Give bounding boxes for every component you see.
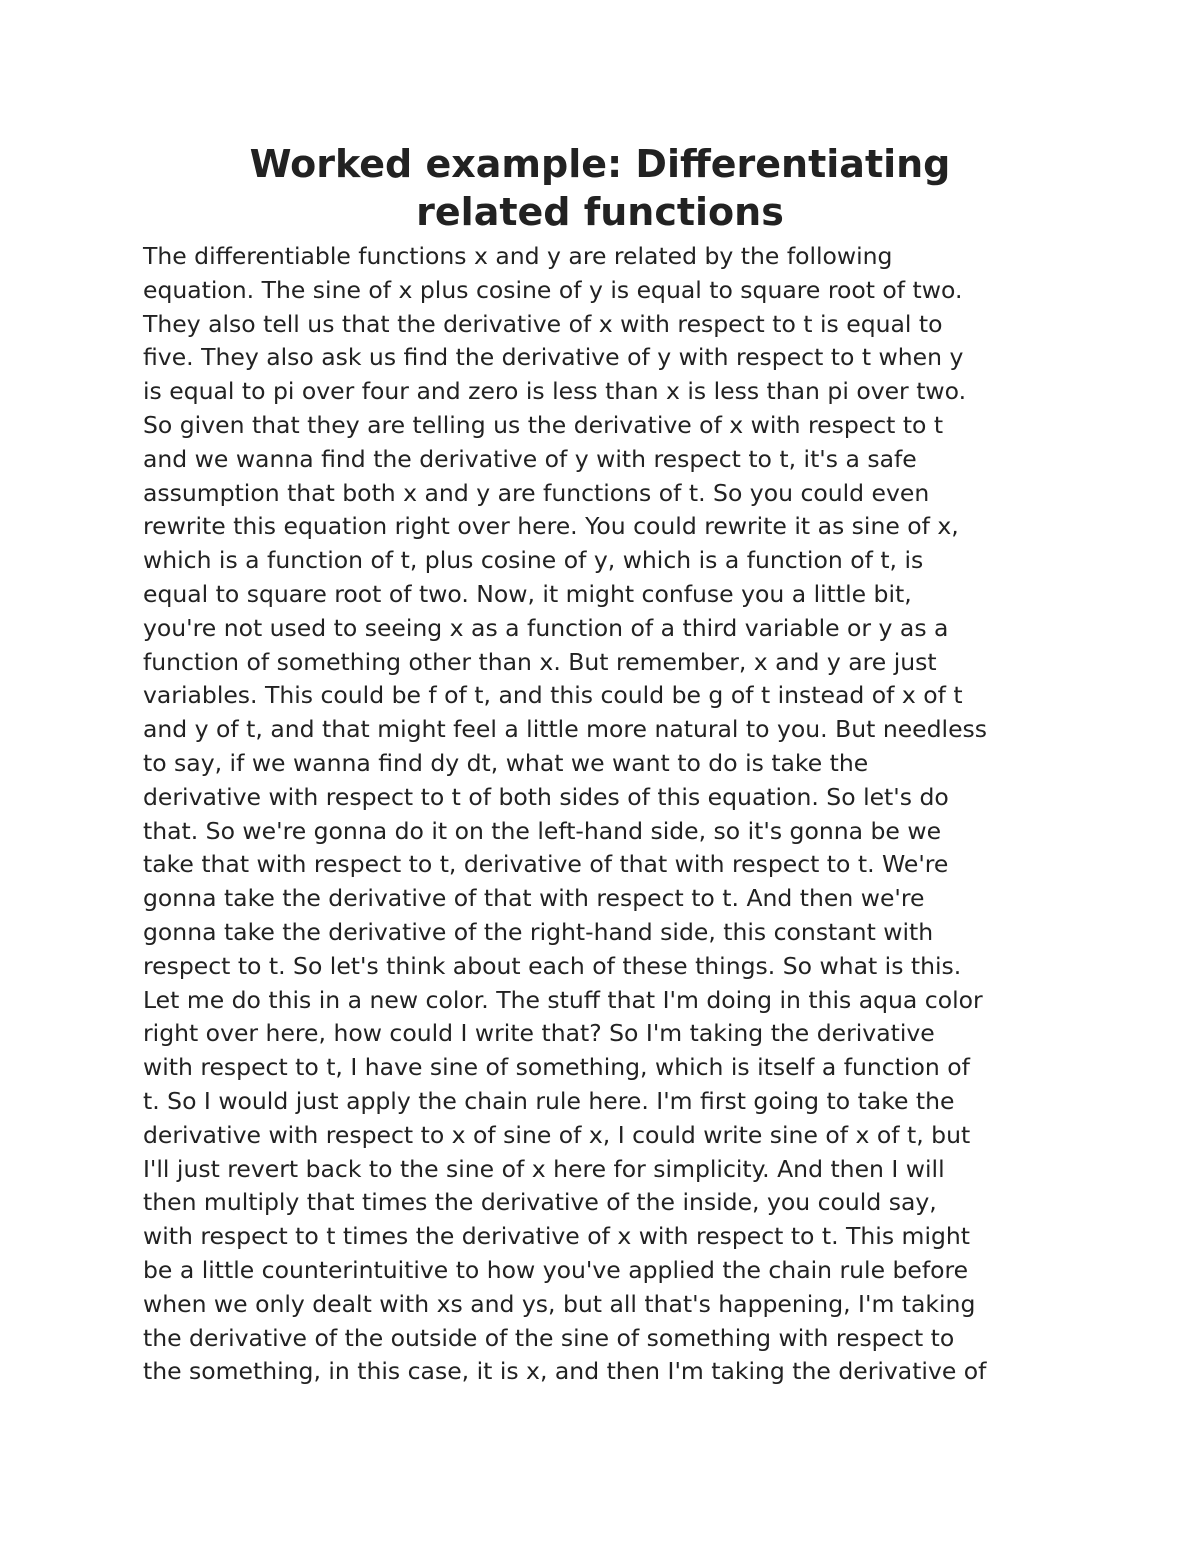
body-line: with respect to t, I have sine of something, which is itself a function of xyxy=(143,1053,970,1082)
body-line: gonna take the derivative of the right-hand side, this constant with xyxy=(143,917,934,946)
body-line: derivative with respect to t of both sides of this equation. So let's do xyxy=(143,782,949,811)
body-line: the something, in this case, it is x, and then I'm taking the derivative of xyxy=(143,1357,987,1386)
title-line: Worked example: Differentiating xyxy=(249,142,951,186)
body-line: then multiply that times the derivative of the inside, you could say, xyxy=(143,1188,937,1217)
body-line: is equal to pi over four and zero is less than x is less than pi over two. xyxy=(143,377,967,406)
body-line: So given that they are telling us the derivative of x with respect to t xyxy=(143,410,944,439)
body-line: I'll just revert back to the sine of x here for simplicity. And then I will xyxy=(143,1154,945,1183)
body-line: Let me do this in a new color. The stuff that I'm doing in this aqua color xyxy=(143,985,983,1014)
body-line: They also tell us that the derivative of x with respect to t is equal to xyxy=(143,309,943,338)
title-line: related functions xyxy=(416,190,784,234)
body-line: The differentiable functions x and y are related by the following xyxy=(143,242,893,270)
body-line: t. So I would just apply the chain rule here. I'm first going to take the xyxy=(143,1086,955,1115)
body-line: five. They also ask us find the derivative of y with respect to t when y xyxy=(143,343,964,372)
body-line: and we wanna find the derivative of y with respect to t, it's a safe xyxy=(143,444,917,473)
body-line: be a little counterintuitive to how you've applied the chain rule before xyxy=(143,1255,969,1284)
body-line: and y of t, and that might feel a little more natural to you. But needless xyxy=(143,715,988,744)
body-line: variables. This could be f of t, and this could be g of t instead of x of t xyxy=(143,681,963,710)
body-line: that. So we're gonna do it on the left-hand side, so it's gonna be we xyxy=(143,816,942,845)
body-line: function of something other than x. But remember, x and y are just xyxy=(143,647,937,676)
body-line: you're not used to seeing x as a function of a third variable or y as a xyxy=(143,613,949,642)
body-line: equal to square root of two. Now, it might confuse you a little bit, xyxy=(143,579,912,608)
body-line: rewrite this equation right over here. You could rewrite it as sine of x, xyxy=(143,512,959,541)
body-line: which is a function of t, plus cosine of y, which is a function of t, is xyxy=(143,546,924,575)
body-line: equation. The sine of x plus cosine of y is equal to square root of two. xyxy=(143,275,963,304)
body-line: the derivative of the outside of the sine of something with respect to xyxy=(143,1323,955,1352)
document-title xyxy=(140,140,1060,236)
body-text xyxy=(143,240,1063,1389)
body-line: derivative with respect to x of sine of x, I could write sine of x of t, but xyxy=(143,1120,971,1149)
body-line: with respect to t times the derivative of x with respect to t. This might xyxy=(143,1222,970,1251)
body-line: respect to t. So let's think about each of these things. So what is this. xyxy=(143,951,962,980)
body-line: to say, if we wanna find dy dt, what we want to do is take the xyxy=(143,748,869,777)
body-line: assumption that both x and y are functions of t. So you could even xyxy=(143,478,930,507)
body-line: take that with respect to t, derivative of that with respect to t. We're xyxy=(143,850,949,879)
body-line: gonna take the derivative of that with respect to t. And then we're xyxy=(143,884,925,913)
body-line: when we only dealt with xs and ys, but all that's happening, I'm taking xyxy=(143,1289,976,1318)
body-line: right over here, how could I write that? So I'm taking the derivative xyxy=(143,1019,935,1048)
